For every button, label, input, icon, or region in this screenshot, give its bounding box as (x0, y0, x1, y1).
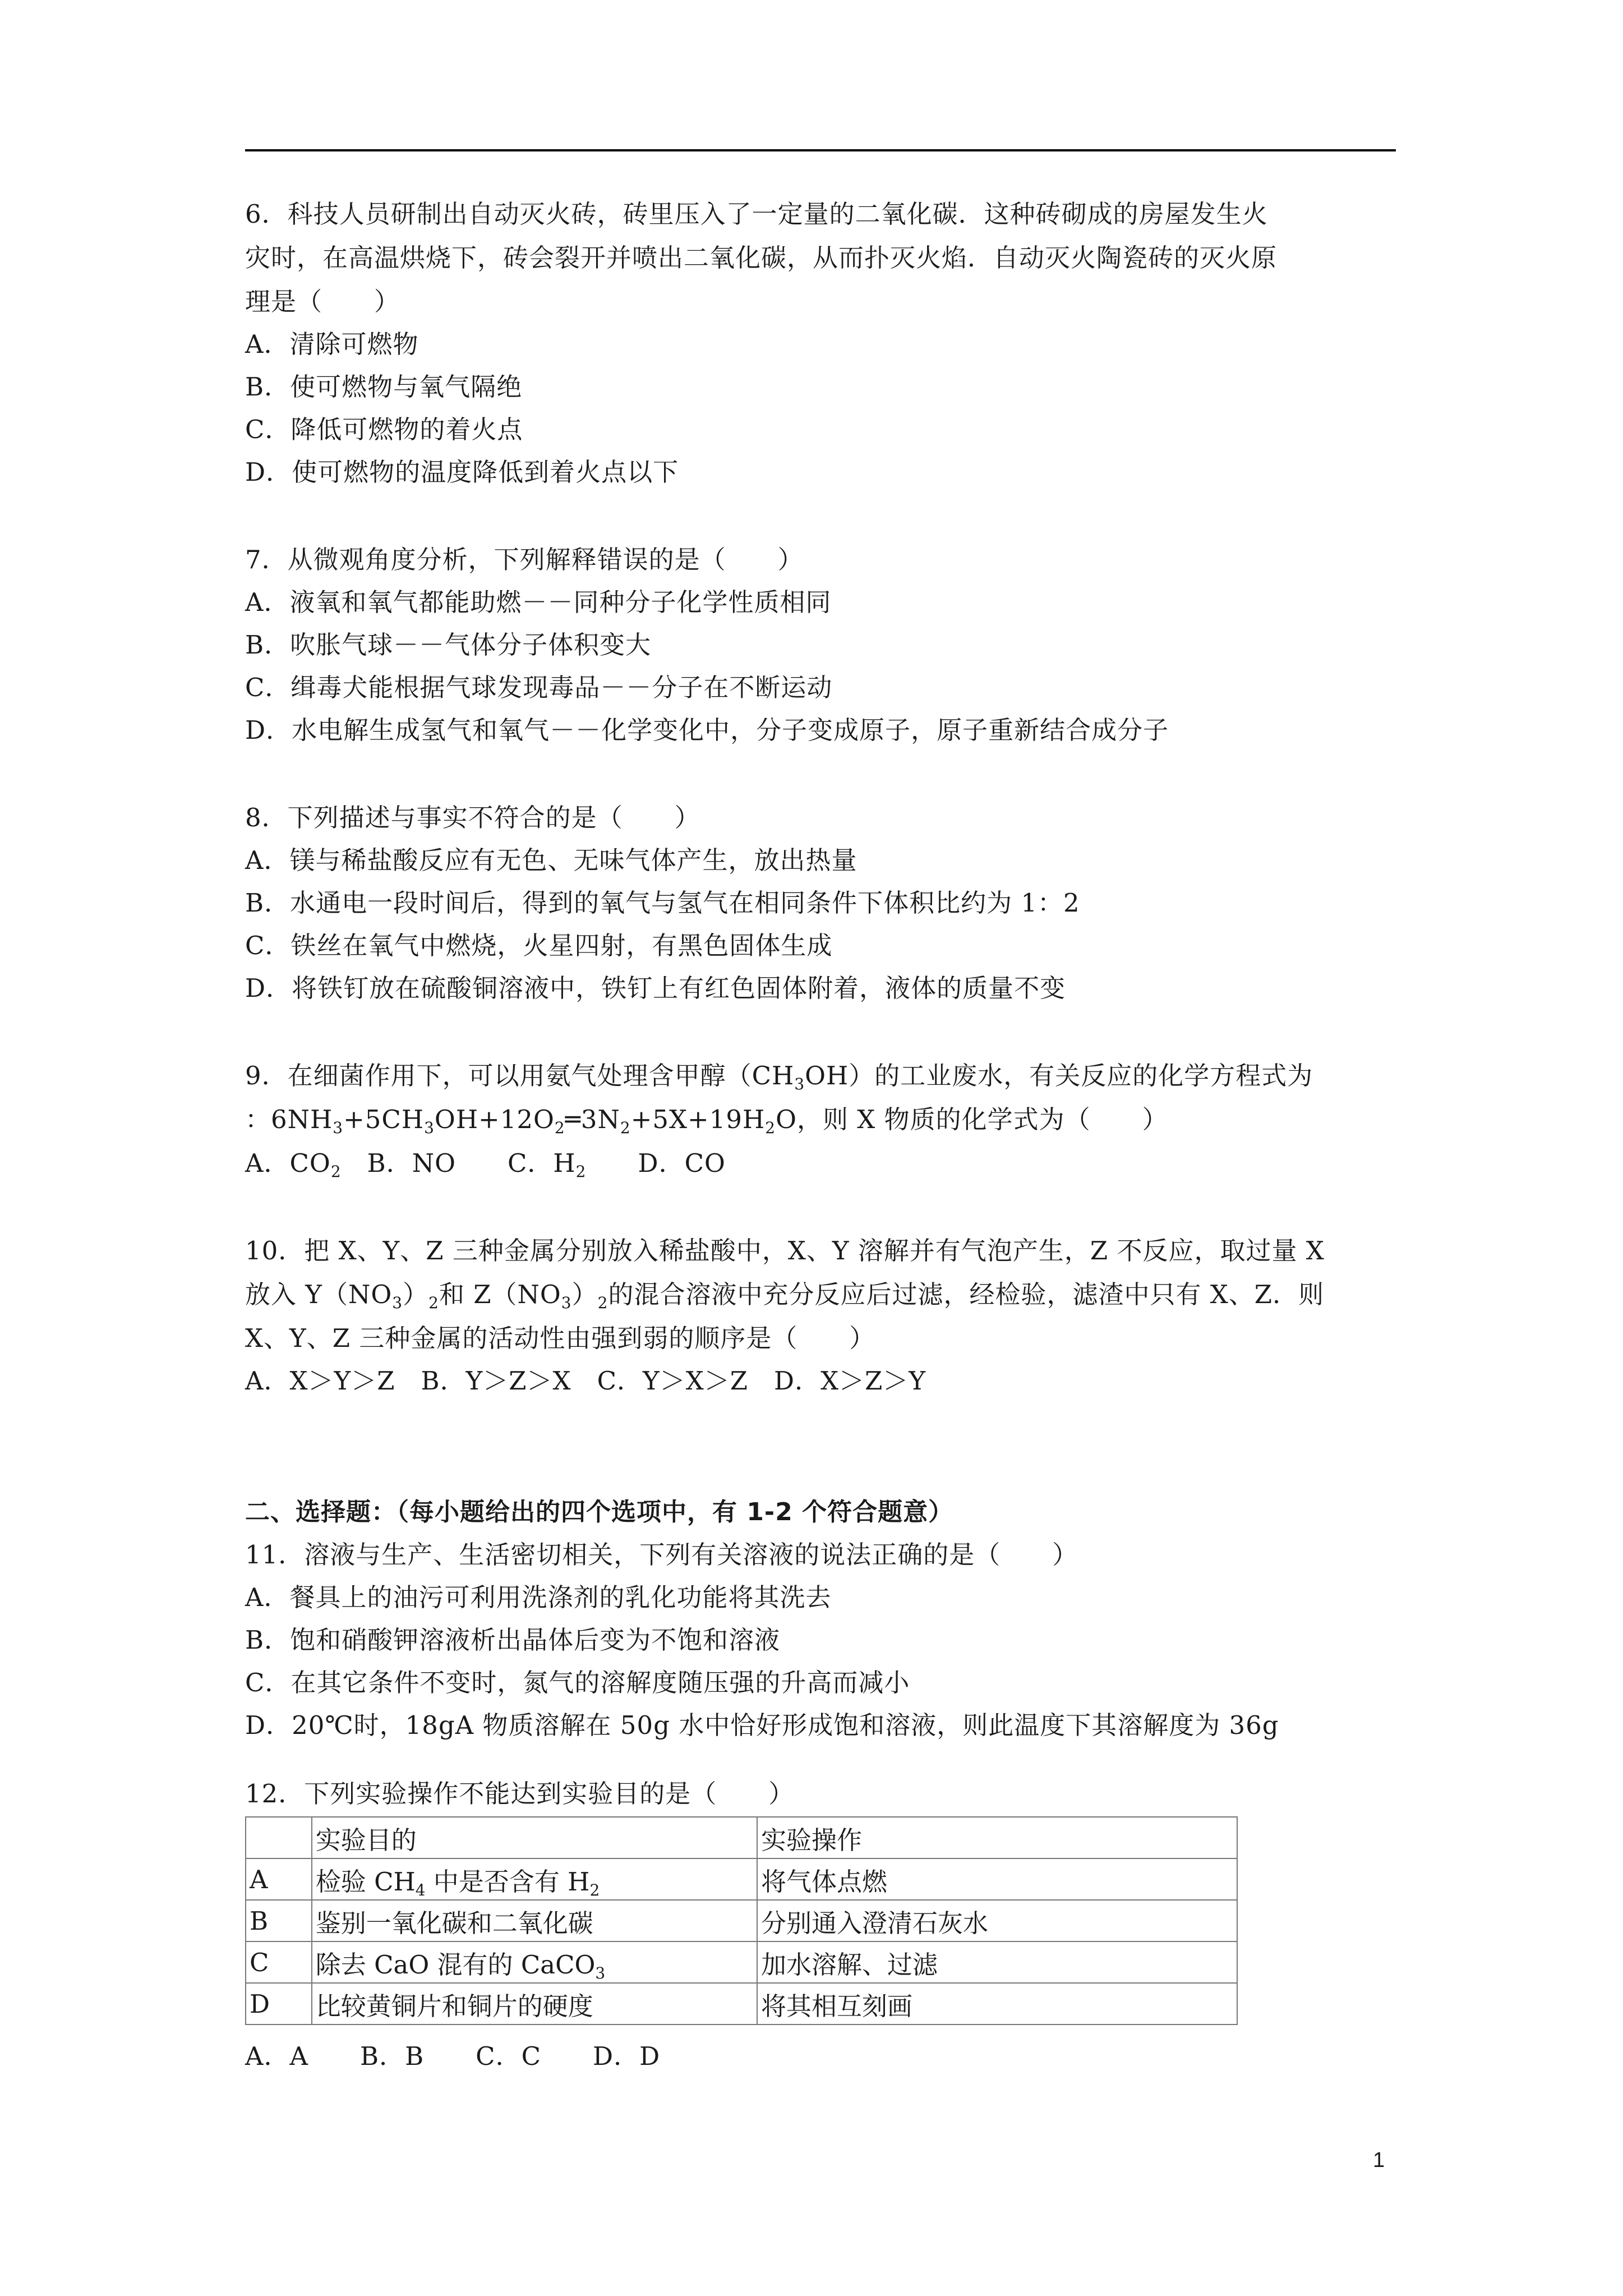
q11-option-d: D．20℃时，18gA 物质溶解在 50g 水中恰好形成饱和溶液，则此温度下其溶解度为 36g (245, 1710, 1279, 1740)
q12-stem: 12．下列实验操作不能达到实验目的是（ ） (245, 1779, 795, 1809)
q8-option-a: A．镁与稀盐酸反应有无色、无味气体产生，放出热量 (245, 845, 857, 875)
q12-options: A．A B．B C．C D．D (245, 2041, 661, 2071)
q6-option-d: D．使可燃物的温度降低到着火点以下 (245, 457, 679, 487)
table-cell-label: D (246, 1983, 312, 2024)
q10-stem-line-1: 10．把 X、Y、Z 三种金属分别放入稀盐酸中，X、Y 溶解并有气泡产生，Z 不反应，取过量 X (245, 1236, 1325, 1266)
table-cell-purpose: 检验 $CH_4$ 中是否含有 $H_2$ (312, 1858, 757, 1900)
q9-equation-line: ：$6NH_3+5CH_3OH+12O_2═3N_2+5X+19H_2O$，则 X 物质的化学式为（ ） (245, 1105, 1168, 1137)
table-cell-purpose: 鉴别一氧化碳和二氧化碳 (312, 1900, 757, 1941)
header-rule (245, 149, 1396, 151)
table-header-operation: 实验操作 (757, 1817, 1237, 1858)
table-cell-purpose: 除去 CaO 混有的 CaCO$_3$ (312, 1941, 757, 1983)
table-header-row (246, 1817, 1237, 1858)
q12-experiment-table (245, 1816, 1238, 2025)
q6-stem-line-2: 灾时，在高温烘烧下，砖会裂开并喷出二氧化碳，从而扑灭火焰．自动灭火陶瓷砖的灭火原 (245, 243, 1278, 273)
q11-stem: 11．溶液与生产、生活密切相关，下列有关溶液的说法正确的是（ ） (245, 1540, 1078, 1570)
table-row (246, 1858, 1237, 1900)
table-cell-purpose: 比较黄铜片和铜片的硬度 (312, 1983, 757, 2024)
q7-option-c: C．缉毒犬能根据气球发现毒品－－分子在不断运动 (245, 673, 833, 702)
q8-option-c: C．铁丝在氧气中燃烧，火星四射，有黑色固体生成 (245, 931, 833, 960)
section-2-title: 二、选择题：（每小题给出的四个选项中，有 1-2 个符合题意） (245, 1498, 954, 1526)
table-cell-label: C (246, 1941, 312, 1983)
q10-stem-line-3: X、Y、Z 三种金属的活动性由强到弱的顺序是（ ） (245, 1323, 875, 1353)
table-cell-label: B (246, 1900, 312, 1941)
q6-option-b: B．使可燃物与氧气隔绝 (245, 372, 523, 402)
q10-options: A．X＞Y＞Z B．Y＞Z＞X C．Y＞X＞Z D．X＞Z＞Y (245, 1366, 926, 1396)
q11-option-b: B．饱和硝酸钾溶液析出晶体后变为不饱和溶液 (245, 1625, 781, 1655)
table-row (246, 1941, 1237, 1983)
table-cell-operation: 分别通入澄清石灰水 (757, 1900, 1237, 1941)
q8-stem: 8．下列描述与事实不符合的是（ ） (245, 803, 700, 832)
table-cell-operation: 加水溶解、过滤 (757, 1941, 1237, 1983)
q11-option-a: A．餐具上的油污可利用洗涤剂的乳化功能将其洗去 (245, 1582, 832, 1612)
q11-option-c: C．在其它条件不变时，氮气的溶解度随压强的升高而减小 (245, 1668, 910, 1697)
q6-stem-line-1: 6．科技人员研制出自动灭火砖，砖里压入了一定量的二氧化碳．这种砖砌成的房屋发生火 (245, 199, 1268, 229)
q9-stem-line-1: 9．在细菌作用下，可以用氨气处理含甲醇$(CH_3OH)$的工业废水，有关反应的化学方程式为 (245, 1061, 1313, 1093)
q7-option-d: D．水电解生成氢气和氧气－－化学变化中，分子变成原子，原子重新结合成分子 (245, 715, 1169, 745)
q7-option-b: B．吹胀气球－－气体分子体积变大 (245, 630, 652, 660)
table-header-purpose: 实验目的 (312, 1817, 757, 1858)
q9-options: A．$CO_2$ B．NO C．$H_2$ D．CO (245, 1148, 726, 1181)
table-cell-operation: 将其相互刻画 (757, 1983, 1237, 2024)
q6-option-c: C．降低可燃物的着火点 (245, 415, 523, 444)
q8-option-b: B．水通电一段时间后，得到的氧气与氢气在相同条件下体积比约为 1：2 (245, 888, 1080, 918)
table-cell-label: A (246, 1858, 312, 1900)
q6-option-a: A．清除可燃物 (245, 329, 419, 359)
table-cell-operation: 将气体点燃 (757, 1858, 1237, 1900)
page-number: 1 (1373, 2148, 1385, 2172)
q10-stem-line-2: 放入 $Y(NO_3)_2$和 $Z(NO_3)_2$的混合溶液中充分反应后过滤，经检验，滤渣中只有 X、Z．则 (245, 1280, 1325, 1312)
q7-option-a: A．液氧和氧气都能助燃－－同种分子化学性质相同 (245, 587, 832, 617)
q8-option-d: D．将铁钉放在硫酸铜溶液中，铁钉上有红色固体附着，液体的质量不变 (245, 973, 1066, 1003)
q6-stem-line-3: 理是（ ） (245, 287, 400, 316)
table-row (246, 1983, 1237, 2024)
table-cell (246, 1817, 312, 1858)
q7-stem: 7．从微观角度分析，下列解释错误的是（ ） (245, 545, 804, 574)
table-row (246, 1900, 1237, 1941)
